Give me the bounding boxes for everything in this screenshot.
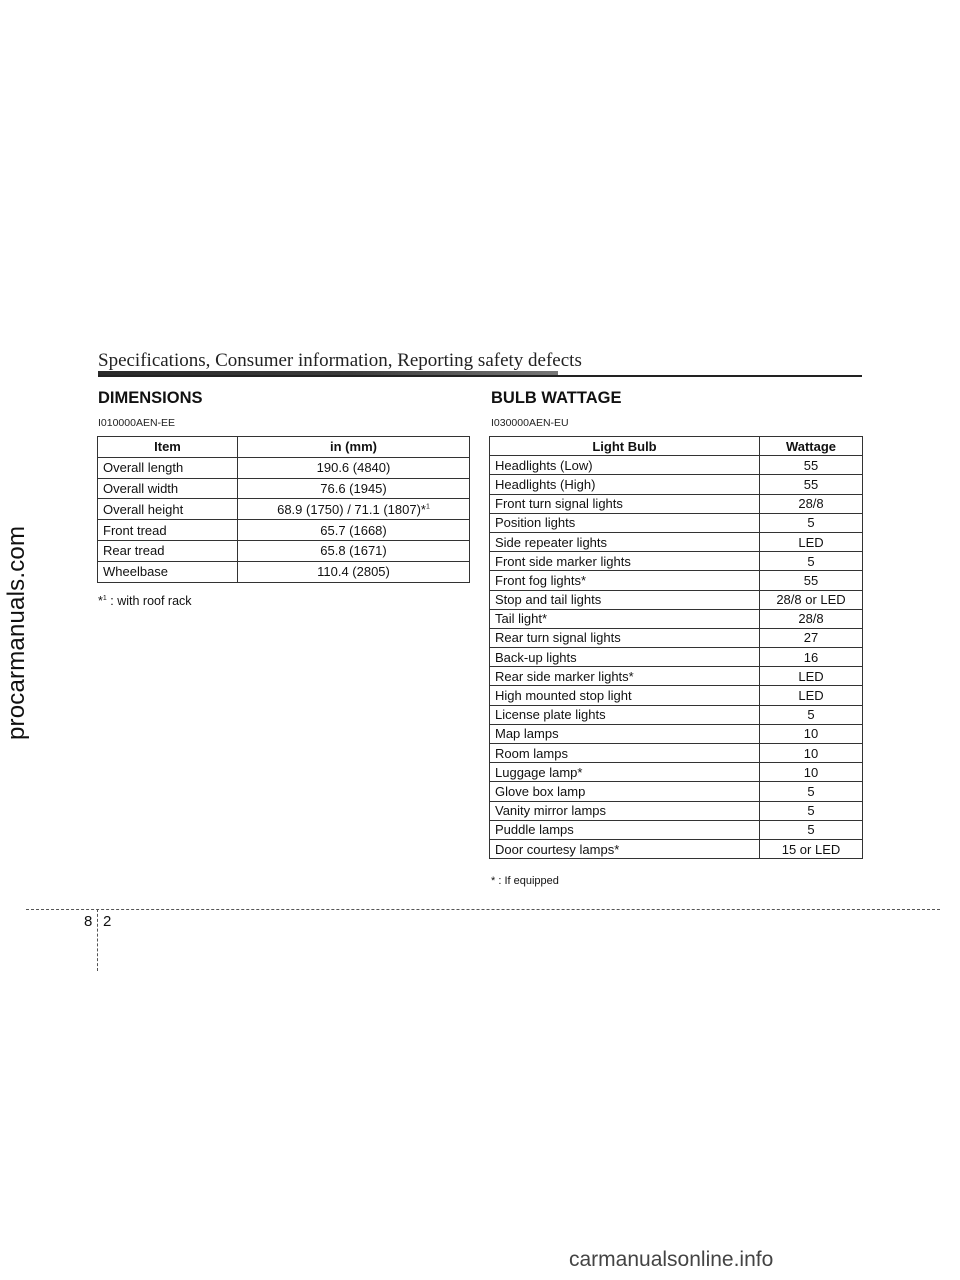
table-row <box>98 561 470 582</box>
footer-dashed-divider <box>97 909 98 971</box>
table-row <box>490 552 863 571</box>
bulb-wattage: 55 <box>760 456 863 475</box>
bulb-name: Rear turn signal lights <box>490 628 760 647</box>
dimension-item: Overall height <box>98 499 238 520</box>
side-watermark: procarmanuals.com <box>3 525 30 740</box>
column-header: Item <box>98 437 238 458</box>
bulb-wattage: 55 <box>760 475 863 494</box>
header-rule <box>98 371 862 377</box>
bulb-wattage: 16 <box>760 648 863 667</box>
bulb-wattage: LED <box>760 532 863 551</box>
column-header: Light Bulb <box>490 437 760 456</box>
bulb-name: Front fog lights* <box>490 571 760 590</box>
bulb-name: Front turn signal lights <box>490 494 760 513</box>
table-row <box>98 499 470 520</box>
bulb-wattage: 5 <box>760 513 863 532</box>
column-header: Wattage <box>760 437 863 456</box>
bulb-wattage: 28/8 or LED <box>760 590 863 609</box>
dimensions-code: I010000AEN-EE <box>98 417 176 429</box>
bulb-wattage: 28/8 <box>760 609 863 628</box>
table-row <box>490 782 863 801</box>
dimension-value: 68.9 (1750) / 71.1 (1807)*$^1$ <box>238 499 470 520</box>
bulb-name: Headlights (High) <box>490 475 760 494</box>
table-row <box>98 457 470 478</box>
bulb-name: Luggage lamp* <box>490 763 760 782</box>
table-row <box>490 839 863 858</box>
bottom-watermark: carmanualsonline.info <box>569 1248 774 1271</box>
page-header-title: Specifications, Consumer information, Reporting safety defects <box>98 350 582 371</box>
dimension-item: Overall width <box>98 478 238 499</box>
bulb-name: Tail light* <box>490 609 760 628</box>
table-row <box>98 540 470 561</box>
bulb-name: Side repeater lights <box>490 532 760 551</box>
column-header: in (mm) <box>238 437 470 458</box>
table-row <box>490 801 863 820</box>
page-number: 2 <box>103 913 112 930</box>
bulb-wattage: 5 <box>760 782 863 801</box>
dimensions-footnote: *$^1$ : with roof rack <box>98 594 192 608</box>
bulb-wattage: 10 <box>760 744 863 763</box>
dimensions-title: DIMENSIONS <box>98 389 203 407</box>
bulb-wattage: 27 <box>760 628 863 647</box>
table-row <box>490 609 863 628</box>
table-row <box>490 475 863 494</box>
table-row <box>490 628 863 647</box>
table-row <box>490 724 863 743</box>
bulb-name: Map lamps <box>490 724 760 743</box>
table-row <box>490 456 863 475</box>
bulb-wattage: LED <box>760 686 863 705</box>
dimension-item: Wheelbase <box>98 561 238 582</box>
table-header-row <box>98 437 470 458</box>
bulb-wattage-code: I030000AEN-EU <box>491 417 569 429</box>
table-row <box>490 494 863 513</box>
table-row <box>98 478 470 499</box>
bulb-name: Front side marker lights <box>490 552 760 571</box>
dimension-item: Rear tread <box>98 540 238 561</box>
bulb-name: Glove box lamp <box>490 782 760 801</box>
bulb-name: Stop and tail lights <box>490 590 760 609</box>
dimension-value: 190.6 (4840) <box>238 457 470 478</box>
bulb-wattage: 15 or LED <box>760 839 863 858</box>
table-row <box>490 648 863 667</box>
bulb-wattage: 10 <box>760 724 863 743</box>
dimension-item: Front tread <box>98 520 238 541</box>
bulb-wattage: 28/8 <box>760 494 863 513</box>
bulb-wattage-table <box>489 436 863 859</box>
table-row <box>490 513 863 532</box>
dimension-item: Overall length <box>98 457 238 478</box>
bulb-wattage: 5 <box>760 820 863 839</box>
bulb-wattage-footnote: * : If equipped <box>491 875 559 887</box>
dimensions-table <box>97 436 470 583</box>
bulb-wattage-title: BULB WATTAGE <box>491 389 622 407</box>
bulb-name: Headlights (Low) <box>490 456 760 475</box>
bulb-name: Puddle lamps <box>490 820 760 839</box>
bulb-wattage: 5 <box>760 552 863 571</box>
dimension-value: 110.4 (2805) <box>238 561 470 582</box>
table-header-row <box>490 437 863 456</box>
bulb-name: License plate lights <box>490 705 760 724</box>
table-row <box>490 744 863 763</box>
bulb-wattage: LED <box>760 667 863 686</box>
table-row <box>98 520 470 541</box>
bulb-name: Vanity mirror lamps <box>490 801 760 820</box>
bulb-wattage: 10 <box>760 763 863 782</box>
table-row <box>490 667 863 686</box>
footer-dashed-rule <box>26 909 940 910</box>
table-row <box>490 571 863 590</box>
bulb-wattage: 55 <box>760 571 863 590</box>
bulb-name: Room lamps <box>490 744 760 763</box>
table-row <box>490 705 863 724</box>
bulb-name: Position lights <box>490 513 760 532</box>
table-row <box>490 820 863 839</box>
table-row <box>490 590 863 609</box>
table-row <box>490 763 863 782</box>
bulb-name: Rear side marker lights* <box>490 667 760 686</box>
chapter-number: 8 <box>84 913 93 930</box>
bulb-name: Back-up lights <box>490 648 760 667</box>
table-row <box>490 686 863 705</box>
table-row <box>490 532 863 551</box>
dimension-value: 65.7 (1668) <box>238 520 470 541</box>
bulb-wattage: 5 <box>760 705 863 724</box>
dimension-value: 76.6 (1945) <box>238 478 470 499</box>
bulb-name: High mounted stop light <box>490 686 760 705</box>
bulb-name: Door courtesy lamps* <box>490 839 760 858</box>
dimension-value: 65.8 (1671) <box>238 540 470 561</box>
bulb-wattage: 5 <box>760 801 863 820</box>
